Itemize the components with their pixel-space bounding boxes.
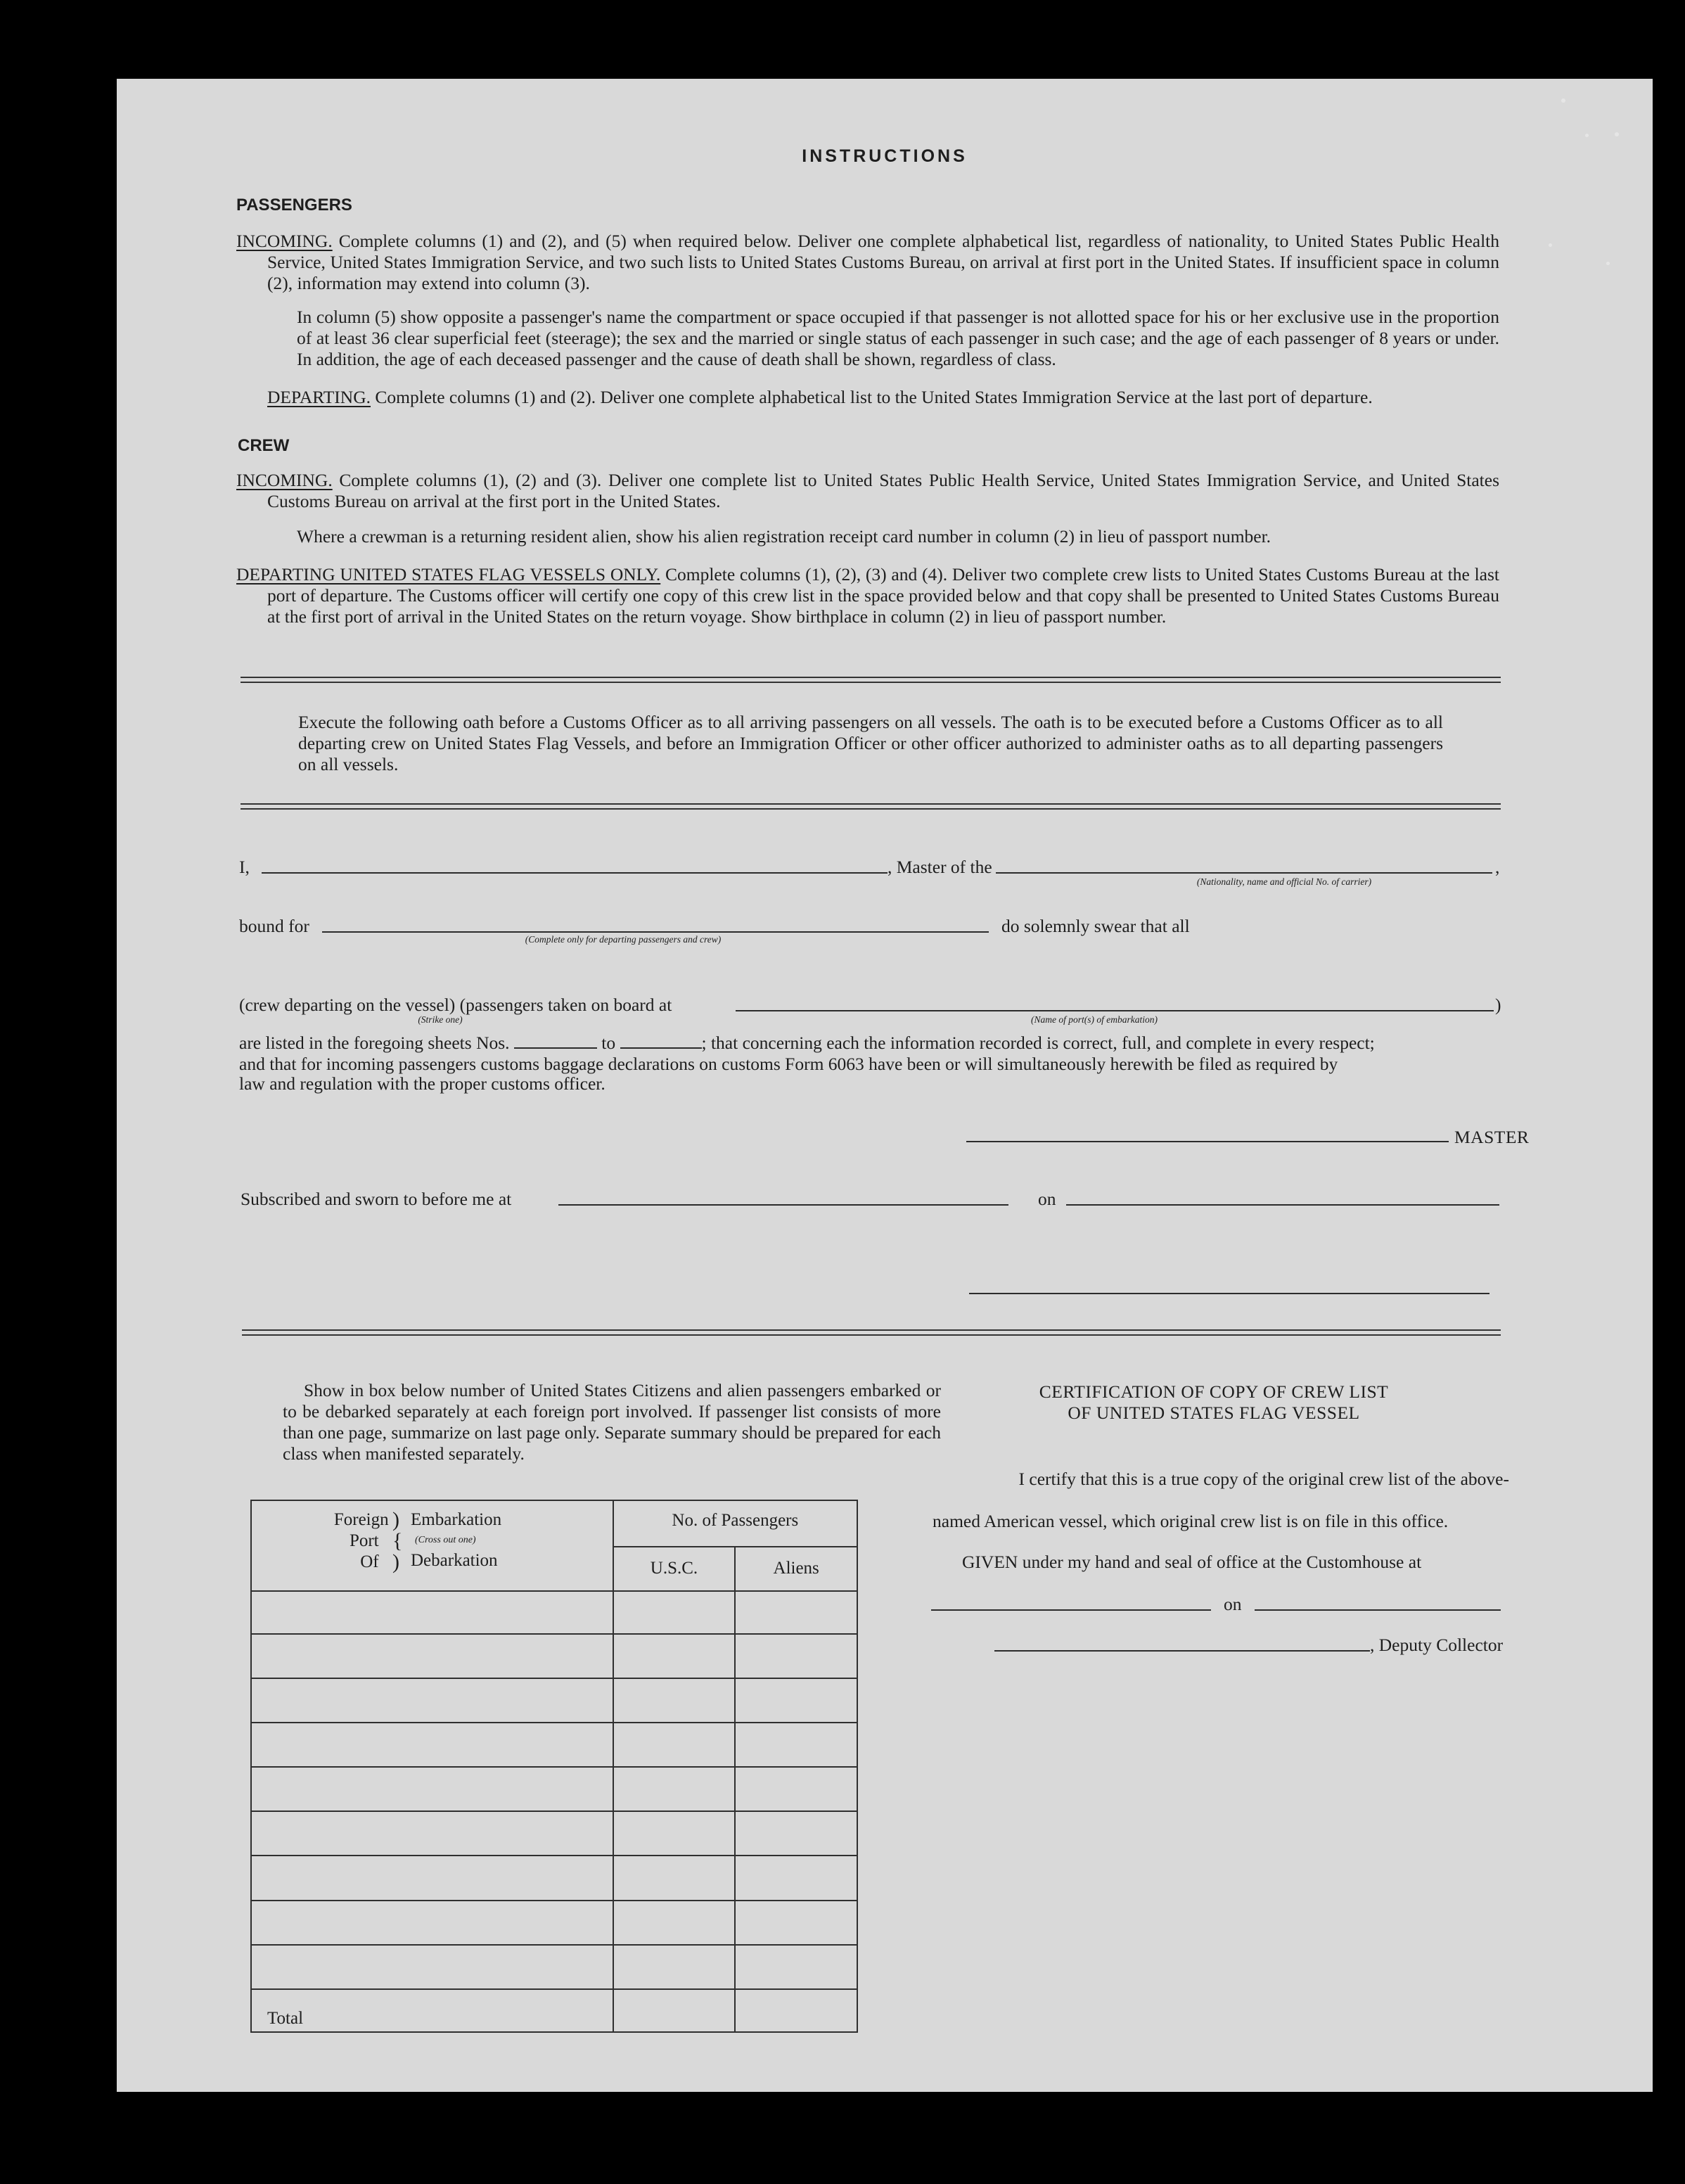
- oath-bound-for-field[interactable]: [322, 931, 989, 933]
- oath-master-of-the-label: , Master of the: [888, 857, 992, 877]
- usc-cell[interactable]: [613, 1678, 736, 1723]
- aliens-cell[interactable]: [735, 1767, 857, 1811]
- passengers-heading: PASSENGERS: [236, 196, 352, 215]
- strike-one-caption: (Strike one): [418, 1014, 463, 1025]
- port-cell[interactable]: [251, 1901, 613, 1945]
- table-row: [251, 1945, 857, 1989]
- usc-header: U.S.C.: [613, 1547, 736, 1590]
- subscribed-place-field[interactable]: [558, 1204, 1008, 1206]
- subscribed-label: Subscribed and sworn to before me at: [241, 1189, 512, 1209]
- oath-swear-text: do solemnly swear that all: [1001, 916, 1190, 936]
- aliens-header: Aliens: [735, 1547, 857, 1590]
- foreign-label: Foreign: [333, 1510, 389, 1529]
- listed-to-label: to: [601, 1033, 616, 1053]
- master-signature-field[interactable]: [966, 1141, 1449, 1142]
- oath-comma: ,: [1495, 857, 1500, 877]
- officer-signature-field[interactable]: [969, 1293, 1489, 1294]
- usc-cell[interactable]: [613, 1945, 736, 1989]
- of-label: Of: [360, 1552, 379, 1571]
- brace-glyph: ) { ): [392, 1508, 403, 1573]
- scan-speck: [1606, 262, 1610, 265]
- usc-cell[interactable]: [613, 1811, 736, 1856]
- port-header-cell: [251, 1500, 613, 1591]
- usc-cell[interactable]: [613, 1634, 736, 1678]
- table-row: [251, 1856, 857, 1900]
- oath-listed-line-2: and that for incoming passengers customs baggage declarations on customs Form 6063 have been or will simultaneously herewith be filed as required by: [239, 1054, 1338, 1074]
- total-row: [251, 1989, 857, 2032]
- passenger-summary-table: [250, 1500, 858, 2033]
- oath-name-field[interactable]: [262, 872, 888, 874]
- aliens-cell[interactable]: [735, 1856, 857, 1900]
- usc-cell[interactable]: [613, 1856, 736, 1900]
- table-row: [251, 1634, 857, 1678]
- oath-ports-field[interactable]: [736, 1010, 1494, 1011]
- passengers-incoming-paragraph: [236, 231, 1499, 294]
- oath-bound-for-label: bound for: [239, 916, 309, 936]
- debarkation-label: Debarkation: [411, 1551, 498, 1570]
- port-cell[interactable]: [251, 1767, 613, 1811]
- carrier-caption: (Nationality, name and official No. of carrier): [1196, 876, 1372, 887]
- scan-speck: [1561, 98, 1565, 103]
- master-label: MASTER: [1454, 1127, 1530, 1147]
- table-row: [251, 1591, 857, 1634]
- passengers-incoming-text: Complete columns (1) and (2), and (5) when required below. Deliver one complete alphabetical list, regardless of nationality, to United States Public Health Service, United States Immigration Service, and two such lists to United States Customs Bureau, on arrival at first port in the United States. If insufficient space in column (2), information may extend into column (3).: [267, 231, 1500, 293]
- port-label: Port: [349, 1531, 379, 1550]
- usc-cell[interactable]: [613, 1591, 736, 1634]
- crew-incoming-label: INCOMING.: [236, 470, 333, 490]
- port-cell[interactable]: [251, 1856, 613, 1900]
- oath-intro-paragraph: Execute the following oath before a Customs Officer as to all arriving passengers on all vessels. The oath is to be executed before a Customs Officer as to all departing crew on United States Flag Vessels, and before an Immigration Officer or other officer authorized to administer oaths as to all departing passengers on all vessels.: [298, 712, 1443, 774]
- crew-departing-paragraph: [236, 564, 1499, 627]
- page-title: INSTRUCTIONS: [802, 146, 968, 166]
- usc-cell[interactable]: [613, 1901, 736, 1945]
- oath-carrier-field[interactable]: [996, 872, 1492, 874]
- scan-speck: [1615, 132, 1619, 136]
- oath-i-label: I,: [239, 857, 250, 877]
- subscribed-date-field[interactable]: [1066, 1204, 1499, 1206]
- aliens-cell[interactable]: [735, 1723, 857, 1767]
- total-usc-cell[interactable]: [613, 1989, 736, 2032]
- crew-incoming-text: Complete columns (1), (2) and (3). Deliver one complete list to United States Public Health Service, United States Immigration Service, and United States Customs Bureau on arrival at the first port in the United States.: [267, 470, 1499, 511]
- oath-close-paren: ): [1495, 995, 1501, 1015]
- certify-line-2: named American vessel, which original crew list is on file in this office.: [933, 1511, 1449, 1531]
- no-passengers-header: No. of Passengers: [613, 1500, 857, 1547]
- port-cell[interactable]: [251, 1634, 613, 1678]
- sheet-to-field[interactable]: [620, 1033, 702, 1049]
- listed-statement-1: ; that concerning each the information recorded is correct, full, and complete in every respect;: [701, 1033, 1375, 1053]
- port-cell[interactable]: [251, 1945, 613, 1989]
- certification-date-field[interactable]: [1255, 1609, 1501, 1611]
- scan-speck: [1549, 243, 1552, 247]
- divider-1: [241, 677, 1501, 683]
- aliens-cell[interactable]: [735, 1591, 857, 1634]
- aliens-cell[interactable]: [735, 1634, 857, 1678]
- table-row: [251, 1811, 857, 1856]
- aliens-cell[interactable]: [735, 1901, 857, 1945]
- passengers-departing-text: Complete columns (1) and (2). Deliver one complete alphabetical list to the United States Immigration Service at the last port of departure.: [375, 387, 1373, 407]
- certification-title: [968, 1381, 1460, 1424]
- embarkation-label: Embarkation: [411, 1510, 502, 1529]
- deputy-collector-label: , Deputy Collector: [1370, 1635, 1504, 1655]
- table-row: [251, 1723, 857, 1767]
- table-row: [251, 1678, 857, 1723]
- total-aliens-cell[interactable]: [735, 1989, 857, 2032]
- oath-listed-line-1: [239, 1033, 1505, 1054]
- usc-cell[interactable]: [613, 1767, 736, 1811]
- crew-alien-paragraph: Where a crewman is a returning resident alien, show his alien registration receipt card number in column (2) in lieu of passport number.: [297, 526, 1271, 547]
- passengers-column5-paragraph: In column (5) show opposite a passenger's name the compartment or space occupied if that passenger is not allotted space for his or her exclusive use in the proportion of at least 36 clear superficial feet (steerage); the sex and the married or single status of each passenger in such case; and the age of each passenger of 8 years or under. In addition, the age of each deceased passenger and the cause of death shall be shown, regardless of class.: [297, 307, 1499, 369]
- crew-heading: CREW: [238, 436, 290, 455]
- deputy-signature-field[interactable]: [994, 1650, 1370, 1652]
- aliens-cell[interactable]: [735, 1811, 857, 1856]
- scan-speck: [1585, 134, 1589, 137]
- cross-out-caption: (Cross out one): [415, 1535, 476, 1545]
- listed-sheets-label: are listed in the foregoing sheets Nos.: [239, 1033, 510, 1053]
- certification-title-line-2: OF UNITED STATES FLAG VESSEL: [1068, 1403, 1360, 1423]
- total-label: Total: [251, 1989, 613, 2032]
- certification-title-line-1: CERTIFICATION OF COPY OF CREW LIST: [1039, 1381, 1389, 1402]
- sheet-from-field[interactable]: [514, 1033, 597, 1049]
- aliens-cell[interactable]: [735, 1678, 857, 1723]
- passengers-incoming-label: INCOMING.: [236, 231, 333, 251]
- port-cell[interactable]: [251, 1678, 613, 1723]
- passengers-departing-label: DEPARTING.: [267, 387, 371, 407]
- summary-instructions: Show in box below number of United States Citizens and alien passengers embarked or to be debarked separately at each foreign port involved. If passenger list consists of more than one page, summarize on last page only. Separate summary should be prepared for each class when manifested separately.: [283, 1380, 941, 1464]
- subscribed-on-label: on: [1038, 1189, 1056, 1209]
- ports-caption: (Name of port(s) of embarkation): [1031, 1014, 1158, 1025]
- crew-departing-label: DEPARTING UNITED STATES FLAG VESSELS ONLY.: [236, 564, 661, 585]
- aliens-cell[interactable]: [735, 1945, 857, 1989]
- oath-crew-departing-text: (crew departing on the vessel) (passengers taken on board at: [239, 995, 672, 1015]
- given-line: GIVEN under my hand and seal of office at the Customhouse at: [962, 1552, 1422, 1572]
- certify-line-1: I certify that this is a true copy of the original crew list of the above-: [1018, 1469, 1509, 1489]
- complete-only-caption: (Complete only for departing passengers and crew): [525, 934, 722, 945]
- crew-departing-text: Complete columns (1), (2), (3) and (4). Deliver two complete crew lists to United States Customs Bureau at the last port of departure. The Customs officer will certify one copy of this crew list in the space provided below and that copy shall be presented to United States Customs Bureau at the first port of arrival in the United States on the return voyage. Show birthplace in column (2) in lieu of passport number.: [267, 564, 1500, 627]
- divider-2: [241, 803, 1501, 810]
- table-row: [251, 1901, 857, 1945]
- crew-incoming-paragraph: [236, 470, 1499, 512]
- port-cell[interactable]: [251, 1723, 613, 1767]
- oath-listed-line-3: law and regulation with the proper customs officer.: [239, 1073, 606, 1094]
- port-cell[interactable]: [251, 1591, 613, 1634]
- table-row: [251, 1767, 857, 1811]
- port-cell[interactable]: [251, 1811, 613, 1856]
- divider-3: [242, 1329, 1501, 1336]
- customhouse-field[interactable]: [931, 1609, 1211, 1611]
- usc-cell[interactable]: [613, 1723, 736, 1767]
- form-page: [117, 79, 1653, 2092]
- passengers-departing-paragraph: [267, 387, 1499, 408]
- certification-on-label: on: [1224, 1594, 1242, 1614]
